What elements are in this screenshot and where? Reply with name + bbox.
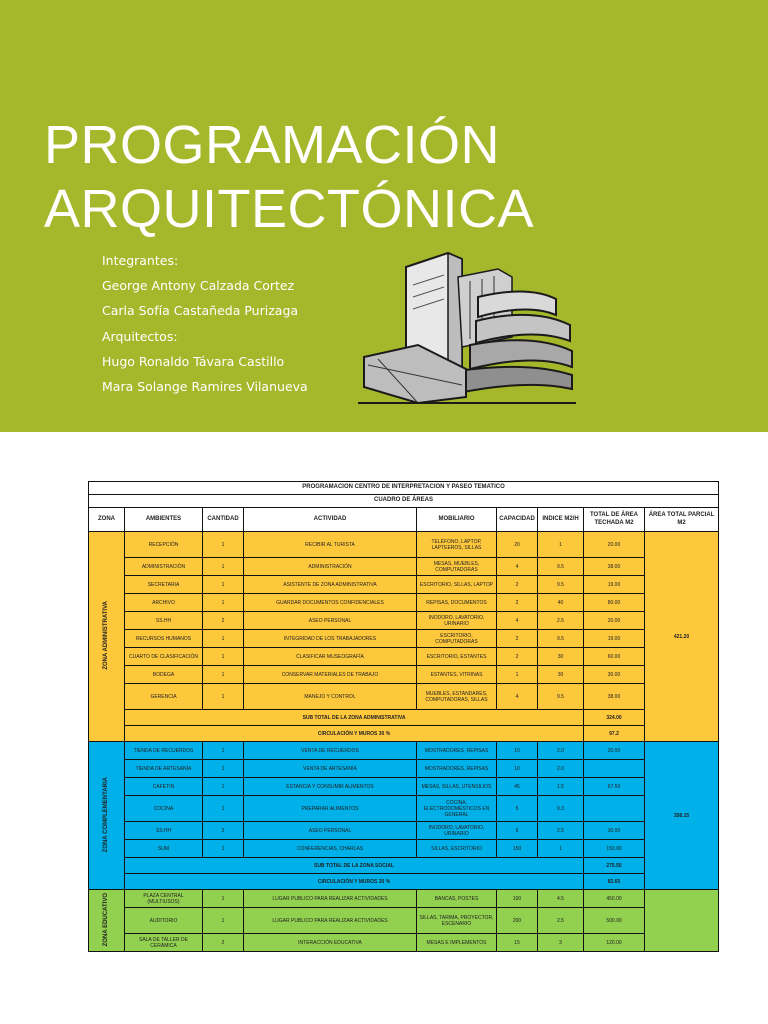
cell-capacidad: 4 [497, 612, 538, 630]
subtotal-value: 275.50 [584, 858, 645, 874]
cell-ambiente: SS.HH [125, 612, 203, 630]
table-row [89, 778, 719, 796]
cell-indice: 30 [538, 666, 584, 684]
cell-indice: 1.5 [538, 778, 584, 796]
cell-area-techada: 20.00 [584, 742, 645, 760]
cell-ambiente: ARCHIVO [125, 594, 203, 612]
column-header: ACTIVIDAD [244, 508, 417, 532]
circulation-label: CIRCULACIÓN Y MUROS 30 % [125, 874, 584, 890]
subtotal-label: SUB TOTAL DE LA ZONA SOCIAL [125, 858, 584, 874]
cell-ambiente: CUARTO DE CLASIFICACIÓN [125, 648, 203, 666]
table-row [89, 908, 719, 934]
cell-indice: 1 [538, 840, 584, 858]
cell-capacidad: 20 [497, 532, 538, 558]
cell-cantidad: 1 [203, 630, 244, 648]
credits-block [102, 248, 308, 399]
cell-mobiliario: MOSTRADORES, REPISAS [417, 760, 497, 778]
zone-label: ZONA EDUCATIVO [102, 892, 109, 947]
member-name: George Antony Calzada Cortez [102, 278, 295, 294]
cell-cantidad: 1 [203, 908, 244, 934]
table-subtitle: CUADRO DE ÁREAS [89, 495, 719, 508]
cell-indice: 2.5 [538, 822, 584, 840]
cell-actividad: CONFERENCIAS, CHARLAS [244, 840, 417, 858]
cell-ambiente: RECEPCIÓN [125, 532, 203, 558]
cell-actividad: INTEGRIDAD DE LOS TRABAJADORES [244, 630, 417, 648]
subtotal-row [89, 710, 719, 726]
zone-label-cell [89, 742, 125, 890]
cell-indice: 2.5 [538, 612, 584, 630]
building-sketch-illustration [358, 237, 576, 407]
cell-cantidad: 1 [203, 796, 244, 822]
cell-capacidad: 2 [497, 630, 538, 648]
cell-actividad: RECIBIR AL TURISTA [244, 532, 417, 558]
cell-area-techada [584, 760, 645, 778]
title-banner [0, 0, 768, 432]
cell-capacidad: 6 [497, 822, 538, 840]
cell-cantidad: 1 [203, 558, 244, 576]
cell-capacidad: 150 [497, 840, 538, 858]
cell-cantidad: 1 [203, 742, 244, 760]
column-header: ZONA [89, 508, 125, 532]
cell-mobiliario: ESCRITORIO, ESTANTES [417, 648, 497, 666]
cell-area-techada: 20.00 [584, 612, 645, 630]
table-row [89, 630, 719, 648]
cell-capacidad: 100 [497, 890, 538, 908]
column-header: CAPACIDAD [497, 508, 538, 532]
table-row [89, 890, 719, 908]
cell-indice: 9.5 [538, 630, 584, 648]
zone-label: ZONA COMPLEMENTARIA [102, 776, 109, 853]
cell-actividad: GUARDAR DOCUMENTOS CONFIDENCIALES [244, 594, 417, 612]
cell-mobiliario: ESCRITORIO, COMPUTADORAS [417, 630, 497, 648]
cell-mobiliario: SILLAS, ESCRITORIO [417, 840, 497, 858]
cell-area-techada: 450.00 [584, 890, 645, 908]
cell-ambiente: TIENDA DE ARTESANÍA [125, 760, 203, 778]
cell-mobiliario: MUEBLES, ESTANDARES, COMPUTADORAS, SILLAS [417, 684, 497, 710]
cell-cantidad: 1 [203, 684, 244, 710]
cell-indice: 9.5 [538, 576, 584, 594]
cell-mobiliario: MESAS, SILLAS, UTENSILIOS [417, 778, 497, 796]
cell-ambiente: TIENDA DE RECUERDOS [125, 742, 203, 760]
cell-ambiente: COCINA [125, 796, 203, 822]
cell-ambiente: AUDITORIO [125, 908, 203, 934]
cell-mobiliario: ESTANTES, VITRINAS [417, 666, 497, 684]
cell-actividad: CLASIFICAR MUSEOGRAFÍA [244, 648, 417, 666]
cell-cantidad: 1 [203, 840, 244, 858]
cell-cantidad: 2 [203, 612, 244, 630]
cell-indice: 9.5 [538, 558, 584, 576]
cell-indice: 9.3 [538, 796, 584, 822]
cell-ambiente: GERENCIA [125, 684, 203, 710]
cell-indice: 30 [538, 648, 584, 666]
member-name: Carla Sofía Castañeda Purizaga [102, 303, 299, 319]
table-row [89, 742, 719, 760]
cell-mobiliario: COCINA, ELECTRODOMÉSTICOS EN GENERAL [417, 796, 497, 822]
cell-mobiliario: MESAS, MUEBLES, COMPUTADORAS [417, 558, 497, 576]
table-row [89, 934, 719, 952]
cell-area-techada: 20.00 [584, 532, 645, 558]
cell-ambiente: ADMINISTRACIÓN [125, 558, 203, 576]
cell-mobiliario: MESAS E IMPLEMENTOS [417, 934, 497, 952]
cell-capacidad: 1 [497, 666, 538, 684]
areas-table [88, 481, 719, 952]
cell-area-techada: 30.00 [584, 822, 645, 840]
architects-heading: Arquitectos: [102, 328, 178, 344]
cell-mobiliario: ESCRITORIO, SILLAS, LAPTOP [417, 576, 497, 594]
table-row [89, 666, 719, 684]
page-title [44, 113, 744, 241]
column-header: MOBILIARIO [417, 508, 497, 532]
circulation-row [89, 726, 719, 742]
title-line-2: ARQUITECTÓNICA [44, 179, 535, 239]
zone-label-cell [89, 890, 125, 952]
cell-area-techada: 38.00 [584, 558, 645, 576]
cell-cantidad: 1 [203, 890, 244, 908]
cell-mobiliario: REPISAS, DOCUMENTOS [417, 594, 497, 612]
table-row [89, 684, 719, 710]
cell-area-parcial [645, 890, 719, 952]
table-row [89, 648, 719, 666]
cell-area-techada: 150.00 [584, 840, 645, 858]
table-title: PROGRAMACION CENTRO DE INTERPRETACION Y PASEO TEMATICO [89, 482, 719, 495]
cell-area-techada: 19.00 [584, 576, 645, 594]
cell-actividad: LUGAR PUBLICO PARA REALIZAR ACTIVIDADES [244, 890, 417, 908]
cell-ambiente: SS.HH [125, 822, 203, 840]
column-header: AMBIENTES [125, 508, 203, 532]
table-row [89, 760, 719, 778]
cell-actividad: CONSERVAR MATERIALES DE TRABAJO [244, 666, 417, 684]
cell-area-techada: 30.00 [584, 666, 645, 684]
cell-cantidad: 2 [203, 822, 244, 840]
title-line-1: PROGRAMACIÓN [44, 115, 501, 175]
column-header: INDICE M2/H [538, 508, 584, 532]
cell-actividad: PREPARAR ALIMENTOS [244, 796, 417, 822]
cell-capacidad: 4 [497, 558, 538, 576]
cell-capacidad: 2 [497, 594, 538, 612]
cell-mobiliario: SILLAS, TARIMA, PROYECTOR, ESCENARIO [417, 908, 497, 934]
cell-area-techada: 67.50 [584, 778, 645, 796]
cell-actividad: LUGAR PUBLICO PARA REALIZAR ACTIVIDADES [244, 908, 417, 934]
cell-cantidad: 1 [203, 648, 244, 666]
cell-actividad: VENTA DE ARTESANÍA [244, 760, 417, 778]
cell-cantidad: 1 [203, 778, 244, 796]
column-header: ÁREA TOTAL PARCIAL M2 [645, 508, 719, 532]
cell-capacidad: 45 [497, 778, 538, 796]
cell-capacidad: 10 [497, 742, 538, 760]
table-row [89, 612, 719, 630]
column-header: TOTAL DE ÁREA TECHADA M2 [584, 508, 645, 532]
cell-area-techada: 60.00 [584, 648, 645, 666]
cell-capacidad: 15 [497, 934, 538, 952]
circulation-label: CIRCULACIÓN Y MUROS 30 % [125, 726, 584, 742]
cell-actividad: ESTANCIA Y CONSUMIR ALIMENTOS [244, 778, 417, 796]
architect-name: Hugo Ronaldo Távara Castillo [102, 353, 285, 369]
cell-area-techada: 120.00 [584, 934, 645, 952]
cell-indice: 2.0 [538, 760, 584, 778]
cell-area-parcial: 358.15 [645, 742, 719, 890]
circulation-row [89, 874, 719, 890]
cell-area-techada: 80.00 [584, 594, 645, 612]
cell-ambiente: SECRETARIA [125, 576, 203, 594]
members-heading: Integrantes: [102, 253, 179, 268]
cell-ambiente: CAFETIN [125, 778, 203, 796]
cell-actividad: ADMINISTRACIÓN [244, 558, 417, 576]
cell-mobiliario: INODORO, LAVATORIO, URINARIO [417, 612, 497, 630]
table-row [89, 576, 719, 594]
cell-area-techada: 38.00 [584, 684, 645, 710]
table-row [89, 822, 719, 840]
column-header: CANTIDAD [203, 508, 244, 532]
cell-mobiliario: MOSTRADORES, REPISAS [417, 742, 497, 760]
cell-cantidad: 2 [203, 934, 244, 952]
cell-capacidad: 2 [497, 648, 538, 666]
table-row [89, 532, 719, 558]
cell-indice: 1 [538, 532, 584, 558]
cell-area-parcial: 421.20 [645, 532, 719, 742]
cell-capacidad: 5 [497, 796, 538, 822]
cell-mobiliario: INODORO, LAVATORIO, URINARIO [417, 822, 497, 840]
table-row [89, 558, 719, 576]
cell-indice: 2.5 [538, 908, 584, 934]
table-row [89, 594, 719, 612]
cell-indice: 40 [538, 594, 584, 612]
cell-indice: 3 [538, 934, 584, 952]
zone-label: ZONA ADMINISTRATIVA [102, 601, 109, 670]
cell-indice: 4.5 [538, 890, 584, 908]
cell-mobiliario: BANCAS, POSTES [417, 890, 497, 908]
cell-cantidad: 1 [203, 760, 244, 778]
circulation-value: 82.65 [584, 874, 645, 890]
cell-capacidad: 2 [497, 576, 538, 594]
cell-actividad: INTERACCIÓN EDUCATIVA [244, 934, 417, 952]
cell-indice: 2.0 [538, 742, 584, 760]
subtotal-value: 324.00 [584, 710, 645, 726]
cell-ambiente: SUM [125, 840, 203, 858]
cell-actividad: ASISTENTE DE ZONA ADMINISTRATIVA [244, 576, 417, 594]
cell-cantidad: 1 [203, 666, 244, 684]
table-row [89, 840, 719, 858]
cell-cantidad: 1 [203, 532, 244, 558]
cell-ambiente: RECURSOS HUMANOS [125, 630, 203, 648]
cell-actividad: MANEJO Y CONTROL [244, 684, 417, 710]
cell-actividad: VENTA DE RECUERDOS [244, 742, 417, 760]
cell-capacidad: 10 [497, 760, 538, 778]
cell-area-techada [584, 796, 645, 822]
cell-actividad: ASEO PERSONAL [244, 612, 417, 630]
cell-cantidad: 1 [203, 576, 244, 594]
table-row [89, 796, 719, 822]
cell-ambiente: BODEGA [125, 666, 203, 684]
cell-area-techada: 19.00 [584, 630, 645, 648]
cell-mobiliario: TELÉFONO, LAPTOP, LAPTEEROS, SILLAS [417, 532, 497, 558]
cell-ambiente: SALA DE TALLER DE CERÁMICA [125, 934, 203, 952]
zone-label-cell [89, 532, 125, 742]
subtotal-row [89, 858, 719, 874]
cell-area-techada: 500.00 [584, 908, 645, 934]
cell-indice: 9.5 [538, 684, 584, 710]
subtotal-label: SUB TOTAL DE LA ZONA ADMINISTRATIVA [125, 710, 584, 726]
circulation-value: 97.2 [584, 726, 645, 742]
cell-capacidad: 4 [497, 684, 538, 710]
cell-actividad: ASEO PERSONAL [244, 822, 417, 840]
cell-cantidad: 1 [203, 594, 244, 612]
architect-name: Mara Solange Ramires Vilanueva [102, 379, 308, 395]
cell-capacidad: 200 [497, 908, 538, 934]
cell-ambiente: PLAZA CENTRAL (MULTIUSOS) [125, 890, 203, 908]
areas-table-container [88, 481, 718, 949]
